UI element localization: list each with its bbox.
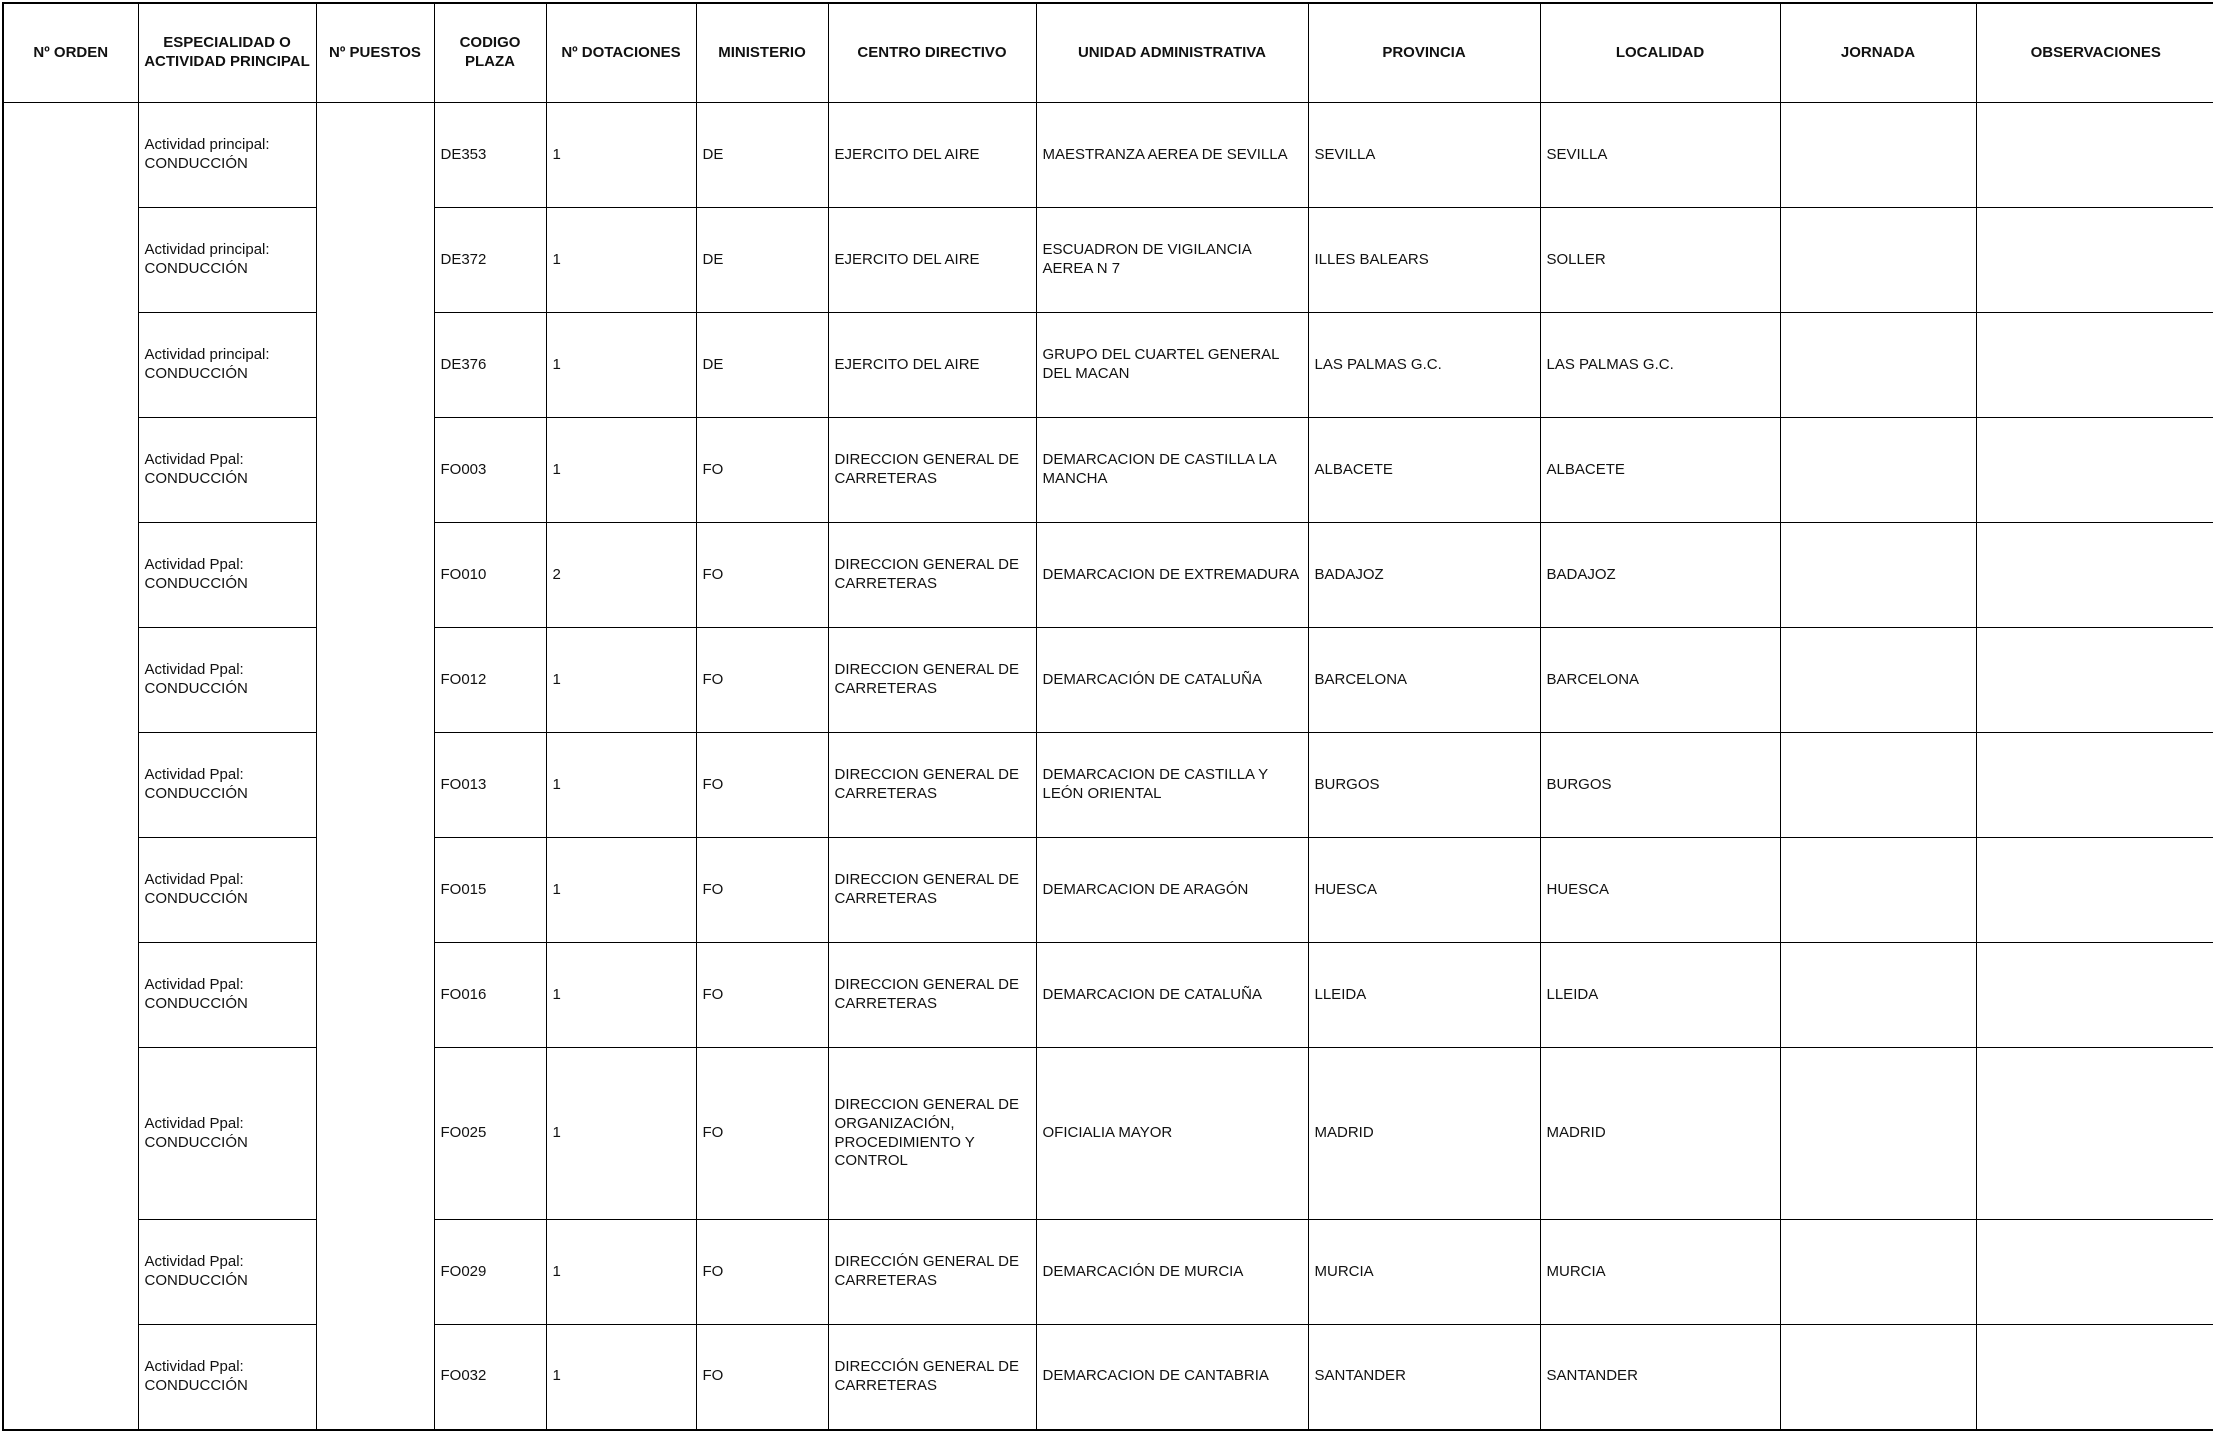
cell-localidad: ALBACETE — [1540, 418, 1780, 523]
especialidad-value: CONDUCCIÓN — [144, 995, 248, 1012]
cell-observaciones — [1976, 1325, 2213, 1430]
cell-observaciones — [1976, 943, 2213, 1048]
header-ministerio: MINISTERIO — [696, 3, 828, 103]
cell-centro-directivo: DIRECCIÓN GENERAL DE CARRETERAS — [828, 1220, 1036, 1325]
cell-unidad-administrativa: DEMARCACION DE CANTABRIA — [1036, 1325, 1308, 1430]
cell-provincia: BARCELONA — [1308, 628, 1540, 733]
cell-centro-directivo: EJERCITO DEL AIRE — [828, 208, 1036, 313]
header-localidad: LOCALIDAD — [1540, 3, 1780, 103]
cell-provincia: BADAJOZ — [1308, 523, 1540, 628]
especialidad-value: CONDUCCIÓN — [144, 470, 248, 487]
header-num-dotaciones: Nº DOTACIONES — [546, 3, 696, 103]
cell-codigo-plaza: FO029 — [434, 1220, 546, 1325]
table-row — [3, 103, 2213, 208]
especialidad-value: CONDUCCIÓN — [144, 1376, 248, 1394]
cell-especialidad — [138, 1220, 316, 1325]
especialidad-label: Actividad principal: — [144, 346, 270, 364]
cell-centro-directivo: EJERCITO DEL AIRE — [828, 103, 1036, 208]
cell-provincia: MURCIA — [1308, 1220, 1540, 1325]
document-page — [2, 2, 2211, 1431]
cell-especialidad — [138, 523, 316, 628]
cell-codigo-plaza: FO012 — [434, 628, 546, 733]
cell-observaciones — [1976, 1220, 2213, 1325]
cell-unidad-administrativa: ESCUADRON DE VIGILANCIA AEREA N 7 — [1036, 208, 1308, 313]
especialidad-label: Actividad Ppal: — [144, 871, 244, 889]
header-centro-directivo: CENTRO DIRECTIVO — [828, 3, 1036, 103]
especialidad-value: CONDUCCIÓN — [144, 1133, 248, 1151]
cell-jornada — [1780, 628, 1976, 733]
cell-unidad-administrativa: MAESTRANZA AEREA DE SEVILLA — [1036, 103, 1308, 208]
cell-num-dotaciones: 1 — [546, 943, 696, 1048]
cell-jornada — [1780, 208, 1976, 313]
header-num-puestos: Nº PUESTOS — [316, 3, 434, 103]
cell-jornada — [1780, 1325, 1976, 1430]
cell-num-dotaciones: 1 — [546, 418, 696, 523]
cell-ministerio: DE — [696, 208, 828, 313]
cell-especialidad — [138, 628, 316, 733]
cell-ministerio: FO — [696, 1220, 828, 1325]
cell-jornada — [1780, 313, 1976, 418]
cell-jornada — [1780, 943, 1976, 1048]
cell-ministerio: FO — [696, 733, 828, 838]
especialidad-value: CONDUCCIÓN — [144, 890, 248, 907]
cell-localidad: SANTANDER — [1540, 1325, 1780, 1430]
cell-unidad-administrativa: DEMARCACIÓN DE MURCIA — [1036, 1220, 1308, 1325]
cell-especialidad — [138, 838, 316, 943]
cell-ministerio: FO — [696, 838, 828, 943]
cell-localidad: MADRID — [1540, 1048, 1780, 1220]
cell-num-dotaciones: 1 — [546, 1048, 696, 1220]
cell-localidad: BARCELONA — [1540, 628, 1780, 733]
cell-num-dotaciones: 2 — [546, 523, 696, 628]
cell-provincia: SEVILLA — [1308, 103, 1540, 208]
cell-codigo-plaza: FO032 — [434, 1325, 546, 1430]
cell-especialidad — [138, 1325, 316, 1430]
cell-observaciones — [1976, 313, 2213, 418]
cell-unidad-administrativa: DEMARCACION DE EXTREMADURA — [1036, 523, 1308, 628]
cell-codigo-plaza: DE376 — [434, 313, 546, 418]
especialidad-label: Actividad Ppal: — [144, 1114, 244, 1132]
cell-num-dotaciones: 1 — [546, 838, 696, 943]
especialidad-label: Actividad Ppal: — [144, 1358, 244, 1375]
cell-codigo-plaza: DE353 — [434, 103, 546, 208]
cell-especialidad — [138, 943, 316, 1048]
especialidad-value: CONDUCCIÓN — [144, 785, 248, 802]
cell-especialidad — [138, 313, 316, 418]
especialidad-label: Actividad Ppal: — [144, 1253, 244, 1271]
cell-ministerio: FO — [696, 1048, 828, 1220]
cell-localidad: SEVILLA — [1540, 103, 1780, 208]
positions-table — [2, 2, 2213, 1431]
cell-jornada — [1780, 418, 1976, 523]
cell-provincia: SANTANDER — [1308, 1325, 1540, 1430]
cell-jornada — [1780, 838, 1976, 943]
header-observaciones: OBSERVACIONES — [1976, 3, 2213, 103]
cell-ministerio: FO — [696, 628, 828, 733]
especialidad-label: Actividad principal: — [144, 241, 270, 259]
cell-unidad-administrativa: OFICIALIA MAYOR — [1036, 1048, 1308, 1220]
cell-centro-directivo: DIRECCION GENERAL DE CARRETERAS — [828, 418, 1036, 523]
cell-especialidad — [138, 208, 316, 313]
especialidad-value: CONDUCCIÓN — [144, 575, 248, 592]
table-header — [3, 3, 2213, 103]
cell-provincia: HUESCA — [1308, 838, 1540, 943]
cell-centro-directivo: DIRECCION GENERAL DE CARRETERAS — [828, 733, 1036, 838]
cell-observaciones — [1976, 523, 2213, 628]
header-unidad-administrativa: UNIDAD ADMINISTRATIVA — [1036, 3, 1308, 103]
cell-provincia: ILLES BALEARS — [1308, 208, 1540, 313]
cell-unidad-administrativa: DEMARCACION DE CASTILLA Y LEÓN ORIENTAL — [1036, 733, 1308, 838]
cell-codigo-plaza: FO013 — [434, 733, 546, 838]
cell-observaciones — [1976, 628, 2213, 733]
especialidad-value: CONDUCCIÓN — [144, 680, 248, 697]
cell-localidad: LLEIDA — [1540, 943, 1780, 1048]
cell-ministerio: FO — [696, 418, 828, 523]
cell-centro-directivo: DIRECCIÓN GENERAL DE CARRETERAS — [828, 1325, 1036, 1430]
cell-codigo-plaza: FO003 — [434, 418, 546, 523]
header-num-orden: Nº ORDEN — [3, 3, 138, 103]
cell-jornada — [1780, 523, 1976, 628]
cell-unidad-administrativa: DEMARCACION DE ARAGÓN — [1036, 838, 1308, 943]
cell-ministerio: FO — [696, 523, 828, 628]
cell-especialidad — [138, 1048, 316, 1220]
especialidad-value: CONDUCCIÓN — [144, 260, 248, 277]
cell-unidad-administrativa: DEMARCACION DE CASTILLA LA MANCHA — [1036, 418, 1308, 523]
cell-codigo-plaza: DE372 — [434, 208, 546, 313]
cell-ministerio: FO — [696, 1325, 828, 1430]
cell-localidad: MURCIA — [1540, 1220, 1780, 1325]
cell-centro-directivo: DIRECCION GENERAL DE CARRETERAS — [828, 943, 1036, 1048]
cell-num-dotaciones: 1 — [546, 208, 696, 313]
cell-unidad-administrativa: DEMARCACIÓN DE CATALUÑA — [1036, 628, 1308, 733]
cell-unidad-administrativa: DEMARCACION DE CATALUÑA — [1036, 943, 1308, 1048]
especialidad-label: Actividad Ppal: — [144, 556, 244, 574]
table-body — [3, 103, 2213, 1430]
cell-localidad: HUESCA — [1540, 838, 1780, 943]
especialidad-label: Actividad principal: — [144, 136, 270, 154]
cell-provincia: LLEIDA — [1308, 943, 1540, 1048]
cell-jornada — [1780, 1220, 1976, 1325]
cell-num-orden — [3, 103, 138, 1430]
cell-localidad: BADAJOZ — [1540, 523, 1780, 628]
cell-provincia: MADRID — [1308, 1048, 1540, 1220]
cell-especialidad — [138, 418, 316, 523]
cell-num-dotaciones: 1 — [546, 103, 696, 208]
cell-ministerio: FO — [696, 943, 828, 1048]
cell-num-dotaciones: 1 — [546, 1220, 696, 1325]
cell-observaciones — [1976, 103, 2213, 208]
cell-jornada — [1780, 1048, 1976, 1220]
cell-especialidad — [138, 103, 316, 208]
cell-num-dotaciones: 1 — [546, 1325, 696, 1430]
cell-observaciones — [1976, 208, 2213, 313]
cell-num-dotaciones: 1 — [546, 313, 696, 418]
cell-codigo-plaza: FO010 — [434, 523, 546, 628]
cell-ministerio: DE — [696, 313, 828, 418]
cell-centro-directivo: DIRECCION GENERAL DE CARRETERAS — [828, 838, 1036, 943]
cell-num-dotaciones: 1 — [546, 628, 696, 733]
header-provincia: PROVINCIA — [1308, 3, 1540, 103]
especialidad-label: Actividad Ppal: — [144, 661, 244, 679]
cell-ministerio: DE — [696, 103, 828, 208]
cell-codigo-plaza: FO025 — [434, 1048, 546, 1220]
cell-centro-directivo: EJERCITO DEL AIRE — [828, 313, 1036, 418]
header-jornada: JORNADA — [1780, 3, 1976, 103]
cell-localidad: LAS PALMAS G.C. — [1540, 313, 1780, 418]
especialidad-label: Actividad Ppal: — [144, 976, 244, 994]
cell-observaciones — [1976, 418, 2213, 523]
cell-localidad: SOLLER — [1540, 208, 1780, 313]
cell-unidad-administrativa: GRUPO DEL CUARTEL GENERAL DEL MACAN — [1036, 313, 1308, 418]
especialidad-value: CONDUCCIÓN — [144, 1272, 248, 1289]
cell-provincia: BURGOS — [1308, 733, 1540, 838]
especialidad-label: Actividad Ppal: — [144, 451, 244, 469]
especialidad-value: CONDUCCIÓN — [144, 155, 248, 172]
cell-codigo-plaza: FO015 — [434, 838, 546, 943]
header-row — [3, 3, 2213, 103]
cell-jornada — [1780, 733, 1976, 838]
header-codigo-plaza: CODIGO PLAZA — [434, 3, 546, 103]
cell-num-puestos — [316, 103, 434, 1430]
cell-observaciones — [1976, 1048, 2213, 1220]
cell-centro-directivo: DIRECCION GENERAL DE CARRETERAS — [828, 523, 1036, 628]
cell-especialidad — [138, 733, 316, 838]
cell-observaciones — [1976, 733, 2213, 838]
especialidad-label: Actividad Ppal: — [144, 766, 244, 784]
header-especialidad: ESPECIALIDAD O ACTIVIDAD PRINCIPAL — [138, 3, 316, 103]
cell-centro-directivo: DIRECCION GENERAL DE ORGANIZACIÓN, PROCEDIMIENTO Y CONTROL — [828, 1048, 1036, 1220]
cell-localidad: BURGOS — [1540, 733, 1780, 838]
cell-centro-directivo: DIRECCION GENERAL DE CARRETERAS — [828, 628, 1036, 733]
cell-observaciones — [1976, 838, 2213, 943]
cell-codigo-plaza: FO016 — [434, 943, 546, 1048]
especialidad-value: CONDUCCIÓN — [144, 365, 248, 382]
cell-jornada — [1780, 103, 1976, 208]
cell-provincia: ALBACETE — [1308, 418, 1540, 523]
cell-provincia: LAS PALMAS G.C. — [1308, 313, 1540, 418]
cell-num-dotaciones: 1 — [546, 733, 696, 838]
